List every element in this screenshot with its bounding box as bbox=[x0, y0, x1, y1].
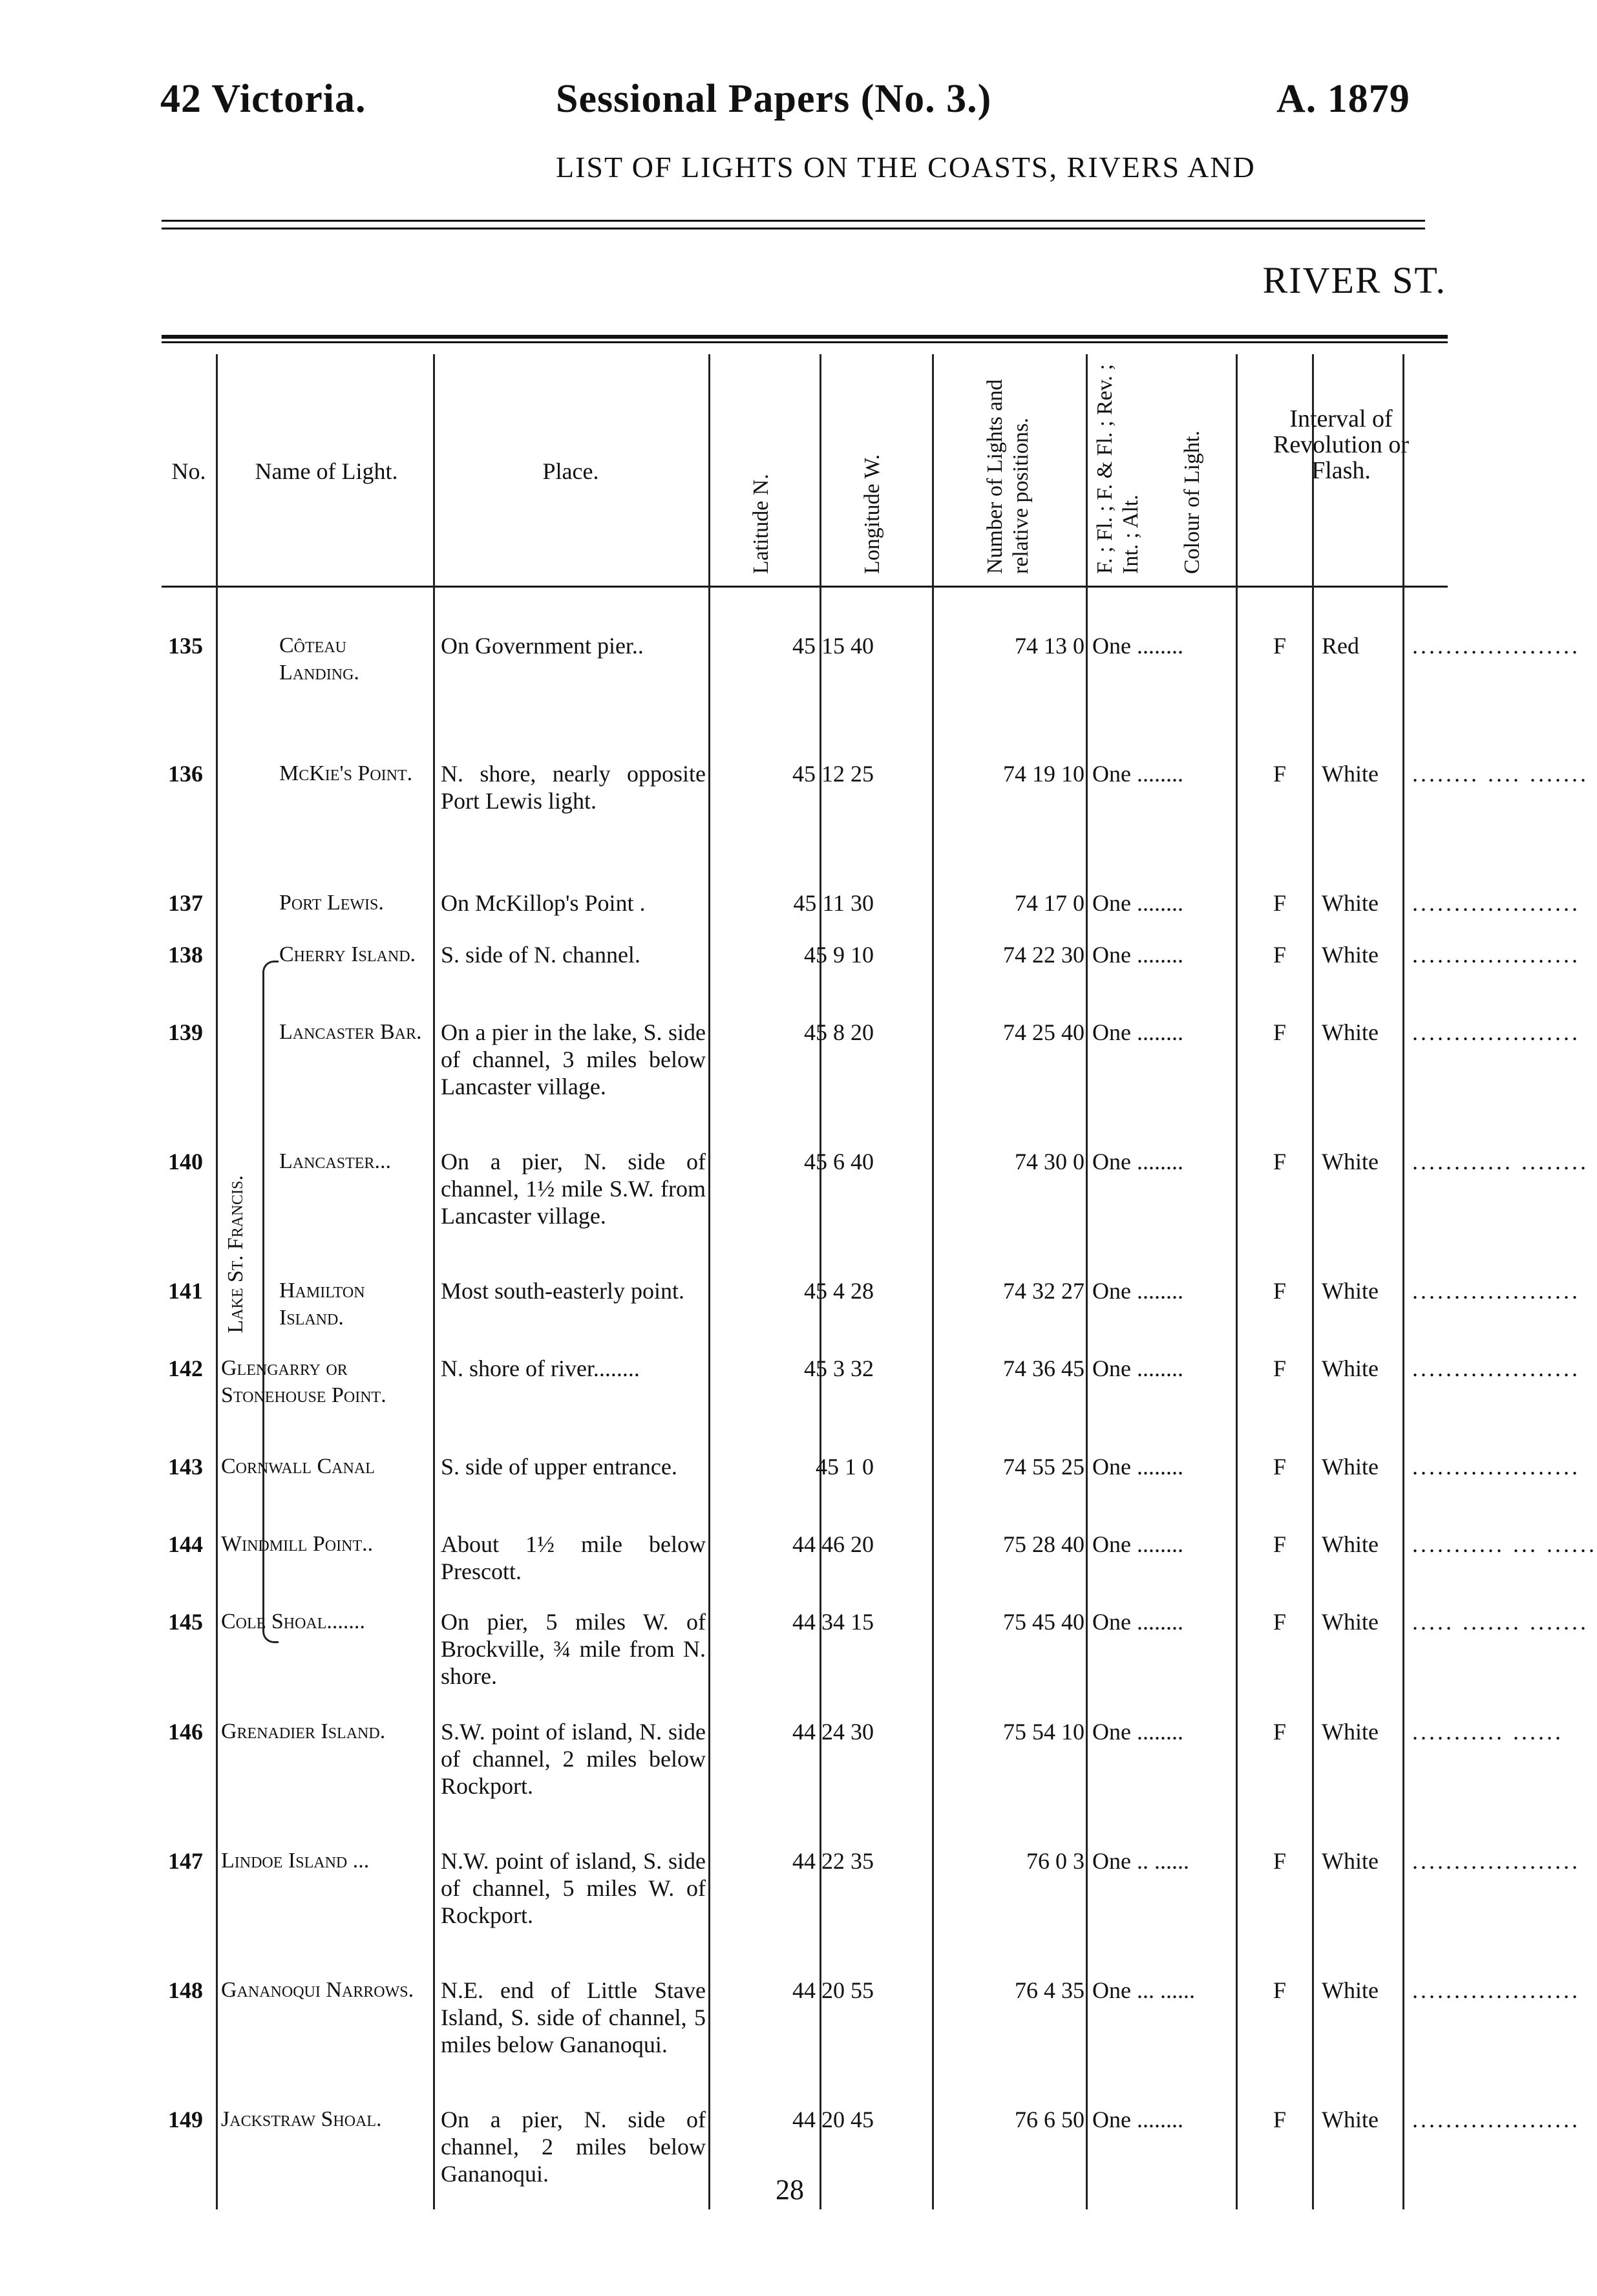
cell-num: One ........ bbox=[1092, 761, 1183, 787]
section-title: RIVER ST. bbox=[1262, 259, 1446, 301]
col-head-lon: Longitude W. bbox=[860, 454, 884, 574]
cell-interval: ............ ........ bbox=[1412, 1149, 1589, 1175]
cell-place: On pier, 5 miles W. of Brockville, ¾ mile from N. shore. bbox=[441, 1609, 706, 1689]
cell-no: 141 bbox=[168, 1278, 203, 1304]
cell-lat: 45 1 0 bbox=[816, 1454, 874, 1480]
cell-place: Most south-easterly point. bbox=[441, 1278, 684, 1304]
cell-place: On a pier, N. side of channel, 2 miles below Gananoqui. bbox=[441, 2107, 706, 2187]
cell-name: Jackstraw Shoal. bbox=[221, 2107, 382, 2131]
cell-num: One ........ bbox=[1092, 1719, 1183, 1745]
cell-interval: .................... bbox=[1412, 1454, 1580, 1480]
cell-lat: 45 15 40 bbox=[792, 633, 874, 659]
cell-interval: .................... bbox=[1412, 1019, 1580, 1045]
cell-fixed: F bbox=[1273, 1977, 1287, 2003]
cell-fixed: F bbox=[1273, 1719, 1287, 1745]
col-divider bbox=[1402, 354, 1404, 2209]
cell-interval: .................... bbox=[1412, 1278, 1580, 1304]
cell-lon: 75 45 40 bbox=[1003, 1609, 1084, 1635]
cell-colour: White bbox=[1322, 1848, 1379, 1874]
col-divider bbox=[216, 354, 218, 2209]
cell-place: S. side of N. channel. bbox=[441, 942, 640, 968]
cell-name: Windmill Point.. bbox=[221, 1532, 374, 1556]
cell-lat: 44 46 20 bbox=[792, 1531, 874, 1557]
cell-interval: ........ .... ....... bbox=[1412, 761, 1589, 787]
col-head-interval: Interval of Revolution or Flash. bbox=[1273, 405, 1410, 484]
cell-name: Grenadier Island. bbox=[221, 1719, 386, 1743]
cell-lon: 74 36 45 bbox=[1003, 1355, 1084, 1381]
cell-colour: White bbox=[1322, 890, 1379, 916]
cell-place: On a pier, N. side of channel, 1½ mile S.W. from Lancaster village. bbox=[441, 1149, 706, 1229]
cell-place: N. shore, nearly opposite Port Lewis light. bbox=[441, 761, 706, 814]
cell-num: One ........ bbox=[1092, 1609, 1183, 1635]
group-label-lake-st-francis: Lake St. Francis. bbox=[224, 1175, 248, 1334]
cell-num: One ........ bbox=[1092, 942, 1183, 968]
cell-name: Côteau Landing. bbox=[279, 633, 359, 685]
cell-no: 137 bbox=[168, 890, 203, 916]
cell-place: N.E. end of Little Stave Island, S. side of channel, 5 miles below Gananoqui. bbox=[441, 1977, 706, 2057]
cell-fixed: F bbox=[1273, 1848, 1287, 1874]
cell-name: Lindoe Island ... bbox=[221, 1849, 370, 1873]
cell-num: One ........ bbox=[1092, 1019, 1183, 1045]
cell-colour: White bbox=[1322, 1719, 1379, 1745]
cell-no: 144 bbox=[168, 1531, 203, 1557]
cell-num: One ........ bbox=[1092, 1454, 1183, 1480]
cell-colour: White bbox=[1322, 1278, 1379, 1304]
cell-lat: 45 9 10 bbox=[804, 942, 874, 968]
lights-table bbox=[162, 335, 1597, 2209]
cell-place: S. side of upper entrance. bbox=[441, 1454, 677, 1480]
cell-no: 138 bbox=[168, 942, 203, 968]
table-head-rule bbox=[162, 586, 1448, 588]
col-head-colour: Colour of Light. bbox=[1180, 430, 1204, 574]
cell-interval: .................... bbox=[1412, 942, 1580, 968]
cell-lon: 74 17 0 bbox=[1015, 890, 1084, 916]
cell-colour: White bbox=[1322, 1149, 1379, 1175]
page-subtitle: LIST OF LIGHTS ON THE COASTS, RIVERS AND bbox=[556, 151, 1256, 184]
cell-place: On Government pier.. bbox=[441, 633, 644, 659]
cell-lon: 74 32 27 bbox=[1003, 1278, 1084, 1304]
header-right: A. 1879 bbox=[1276, 77, 1410, 121]
cell-fixed: F bbox=[1273, 1355, 1287, 1381]
cell-name: Cole Shoal....... bbox=[221, 1610, 365, 1633]
cell-name: Glengarry or Stonehouse Point. bbox=[221, 1356, 386, 1407]
cell-name: Lancaster... bbox=[279, 1149, 391, 1173]
header-rule-bottom bbox=[162, 228, 1425, 229]
cell-colour: White bbox=[1322, 2107, 1379, 2132]
header-center: Sessional Papers (No. 3.) bbox=[556, 77, 992, 121]
col-head-no: No. bbox=[171, 458, 206, 484]
col-head-lat: Latitude N. bbox=[749, 474, 773, 574]
cell-fixed: F bbox=[1273, 2107, 1287, 2132]
cell-no: 136 bbox=[168, 761, 203, 787]
table-top-rule-2 bbox=[162, 341, 1448, 343]
cell-lon: 76 6 50 bbox=[1015, 2107, 1084, 2132]
cell-num: One .. ...... bbox=[1092, 1848, 1189, 1874]
cell-place: On a pier in the lake, S. side of channel, 3 miles below Lancaster village. bbox=[441, 1019, 706, 1100]
cell-lon: 74 55 25 bbox=[1003, 1454, 1084, 1480]
cell-place: About 1½ mile below Prescott. bbox=[441, 1531, 706, 1584]
cell-fixed: F bbox=[1273, 1278, 1287, 1304]
cell-colour: White bbox=[1322, 942, 1379, 968]
cell-lat: 45 6 40 bbox=[804, 1149, 874, 1175]
cell-num: One ........ bbox=[1092, 1531, 1183, 1557]
cell-num: One ........ bbox=[1092, 2107, 1183, 2132]
cell-fixed: F bbox=[1273, 942, 1287, 968]
cell-fixed: F bbox=[1273, 1609, 1287, 1635]
cell-lon: 76 4 35 bbox=[1015, 1977, 1084, 2003]
cell-lon: 75 28 40 bbox=[1003, 1531, 1084, 1557]
cell-lat: 45 4 28 bbox=[804, 1278, 874, 1304]
cell-fixed: F bbox=[1273, 633, 1287, 659]
col-divider bbox=[433, 354, 435, 2209]
header-rule-top bbox=[162, 220, 1425, 222]
col-head-number: Number of Lights and relative positions. bbox=[983, 379, 1033, 574]
cell-lon: 74 19 10 bbox=[1003, 761, 1084, 787]
col-divider bbox=[1236, 354, 1238, 2209]
header-left: 42 Victoria. bbox=[160, 77, 366, 121]
cell-num: One ........ bbox=[1092, 1149, 1183, 1175]
cell-fixed: F bbox=[1273, 761, 1287, 787]
cell-fixed: F bbox=[1273, 890, 1287, 916]
cell-name: Lancaster Bar. bbox=[279, 1020, 422, 1044]
cell-lon: 74 22 30 bbox=[1003, 942, 1084, 968]
cell-lat: 45 12 25 bbox=[792, 761, 874, 787]
col-head-name: Name of Light. bbox=[255, 458, 398, 484]
cell-lat: 45 3 32 bbox=[804, 1355, 874, 1381]
cell-interval: ..... ....... ....... bbox=[1412, 1609, 1589, 1635]
cell-lat: 44 24 30 bbox=[792, 1719, 874, 1745]
col-divider bbox=[1312, 354, 1314, 2209]
cell-lon: 74 13 0 bbox=[1015, 633, 1084, 659]
cell-num: One ........ bbox=[1092, 890, 1183, 916]
cell-colour: Red bbox=[1322, 633, 1359, 659]
cell-name: Cornwall Canal bbox=[221, 1454, 375, 1478]
cell-no: 135 bbox=[168, 633, 203, 659]
cell-no: 139 bbox=[168, 1019, 203, 1045]
table-top-rule bbox=[162, 335, 1448, 339]
cell-interval: .................... bbox=[1412, 1355, 1580, 1381]
col-head-fixed: F. ; Fl. ; F. & Fl. ; Rev. ; Int. ; Alt. bbox=[1093, 364, 1143, 574]
cell-place: N. shore of river........ bbox=[441, 1355, 640, 1381]
cell-num: One ........ bbox=[1092, 1355, 1183, 1381]
cell-interval: .................... bbox=[1412, 2107, 1580, 2132]
col-head-place: Place. bbox=[542, 458, 599, 484]
cell-place: On McKillop's Point . bbox=[441, 890, 646, 916]
cell-interval: ........... ... ...... bbox=[1412, 1531, 1597, 1557]
cell-lon: 74 30 0 bbox=[1015, 1149, 1084, 1175]
cell-no: 149 bbox=[168, 2107, 203, 2132]
cell-num: One ........ bbox=[1092, 633, 1183, 659]
cell-interval: .................... bbox=[1412, 633, 1580, 659]
cell-lon: 74 25 40 bbox=[1003, 1019, 1084, 1045]
cell-name: Cherry Island. bbox=[279, 942, 416, 966]
cell-lat: 44 20 45 bbox=[792, 2107, 874, 2132]
cell-colour: White bbox=[1322, 1355, 1379, 1381]
cell-colour: White bbox=[1322, 1019, 1379, 1045]
cell-name: McKie's Point. bbox=[279, 761, 413, 785]
cell-fixed: F bbox=[1273, 1531, 1287, 1557]
cell-lat: 44 34 15 bbox=[792, 1609, 874, 1635]
cell-fixed: F bbox=[1273, 1019, 1287, 1045]
cell-name: Gananoqui Narrows. bbox=[221, 1978, 414, 2002]
cell-fixed: F bbox=[1273, 1149, 1287, 1175]
cell-num: One ........ bbox=[1092, 1278, 1183, 1304]
cell-no: 143 bbox=[168, 1454, 203, 1480]
cell-no: 146 bbox=[168, 1719, 203, 1745]
cell-place: N.W. point of island, S. side of channel, 5 miles W. of Rockport. bbox=[441, 1848, 706, 1928]
cell-interval: .................... bbox=[1412, 1977, 1580, 2003]
cell-no: 140 bbox=[168, 1149, 203, 1175]
col-divider bbox=[1086, 354, 1088, 2209]
cell-no: 147 bbox=[168, 1848, 203, 1874]
cell-lon: 76 0 3 bbox=[1026, 1848, 1084, 1874]
cell-lat: 44 20 55 bbox=[792, 1977, 874, 2003]
col-divider bbox=[708, 354, 710, 2209]
cell-colour: White bbox=[1322, 761, 1379, 787]
cell-interval: ........... ...... bbox=[1412, 1719, 1563, 1745]
cell-interval: .................... bbox=[1412, 890, 1580, 916]
cell-lat: 44 22 35 bbox=[792, 1848, 874, 1874]
cell-lon: 75 54 10 bbox=[1003, 1719, 1084, 1745]
cell-colour: White bbox=[1322, 1531, 1379, 1557]
cell-colour: White bbox=[1322, 1454, 1379, 1480]
cell-name: Hamilton Island. bbox=[279, 1279, 365, 1330]
cell-no: 145 bbox=[168, 1609, 203, 1635]
cell-interval: .................... bbox=[1412, 1848, 1580, 1874]
cell-colour: White bbox=[1322, 1977, 1379, 2003]
cell-name: Port Lewis. bbox=[279, 891, 384, 915]
cell-place: S.W. point of island, N. side of channel, 2 miles below Rockport. bbox=[441, 1719, 706, 1799]
cell-num: One ... ...... bbox=[1092, 1977, 1195, 2003]
cell-no: 148 bbox=[168, 1977, 203, 2003]
cell-lat: 45 11 30 bbox=[793, 890, 874, 916]
cell-colour: White bbox=[1322, 1609, 1379, 1635]
cell-no: 142 bbox=[168, 1355, 203, 1381]
cell-fixed: F bbox=[1273, 1454, 1287, 1480]
cell-lat: 45 8 20 bbox=[804, 1019, 874, 1045]
page-number: 28 bbox=[776, 2174, 804, 2206]
